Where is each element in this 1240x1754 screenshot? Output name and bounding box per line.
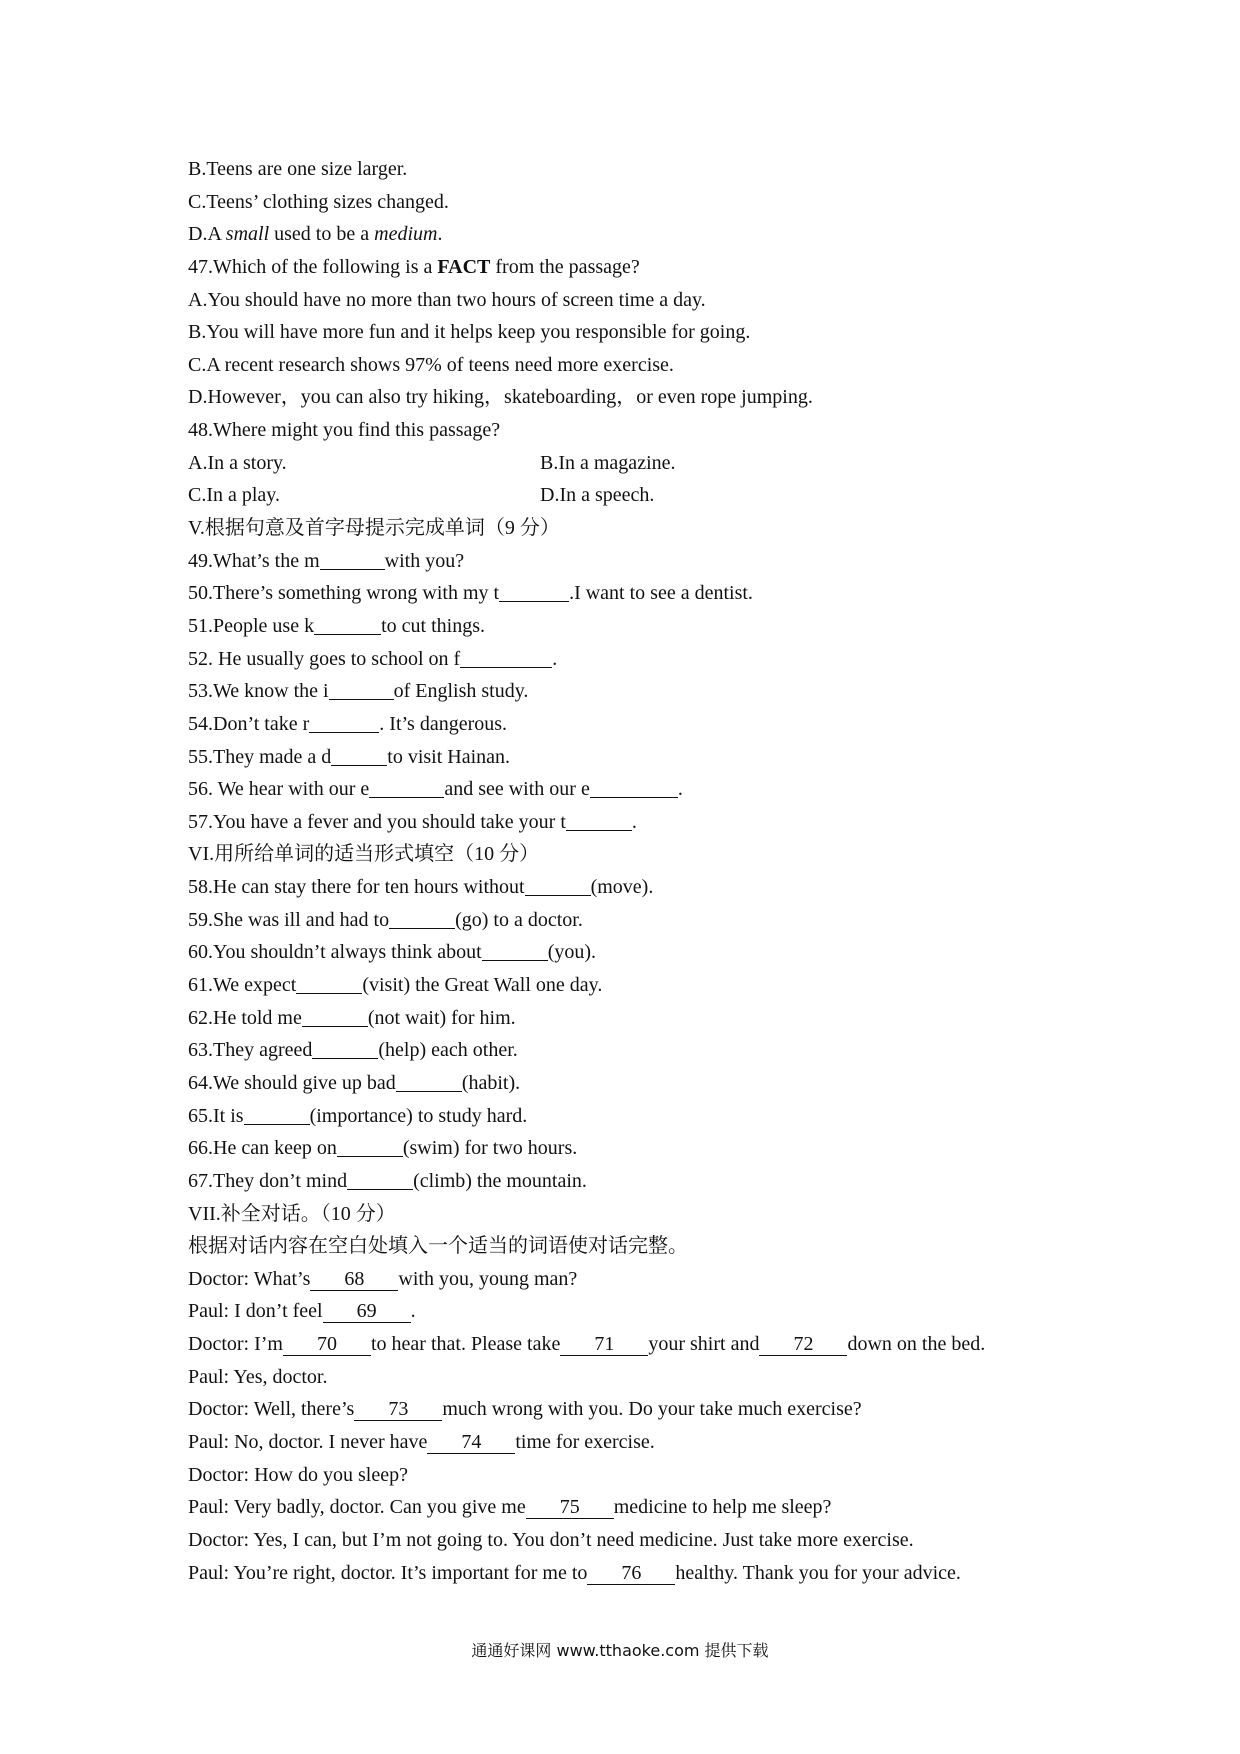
- dialogue-line: [188, 1295, 1198, 1328]
- q47-stem-start: 47.Which of the following is a: [188, 255, 438, 278]
- q47-option-d: D.However，you can also try hiking，skateboarding，or even rope jumping.: [188, 386, 813, 409]
- q65-blank: [244, 1106, 310, 1125]
- q62-blank: [302, 1008, 368, 1027]
- q67-blank: [347, 1171, 413, 1190]
- dialogue-text: with you, young man?: [398, 1267, 578, 1290]
- q47-stem-bold: FACT: [437, 255, 491, 278]
- q67-text-after: (climb) the mountain.: [413, 1169, 587, 1192]
- q58-text-after: (move).: [590, 876, 654, 899]
- q66-text-after: (swim) for two hours.: [402, 1137, 578, 1160]
- q55-text-before: 55.They made a d: [188, 745, 332, 768]
- q66: [188, 1132, 1198, 1165]
- dialogue-text: Paul: Very badly, doctor. Can you give me: [188, 1496, 526, 1519]
- section-v-heading: V.根据句意及首字母提示完成单词（9 分）: [188, 517, 560, 540]
- dialogue-text: healthy. Thank you for your advice.: [675, 1561, 961, 1584]
- dialogue-text: .: [410, 1300, 416, 1323]
- q57: [188, 806, 1198, 839]
- q46-option-d-prefix: D.A: [188, 223, 226, 246]
- dialogue-blank-76: 76: [587, 1563, 675, 1585]
- q47-stem: [188, 251, 1198, 284]
- section-vii-heading: VII.补全对话。（10 分）: [188, 1202, 396, 1225]
- dialogue-blank-75: 75: [526, 1497, 614, 1519]
- dialogue-blank-70: 70: [283, 1334, 371, 1356]
- q47-option-a: A.You should have no more than two hours of screen time a day.: [188, 288, 706, 311]
- q55-blank: [331, 747, 387, 766]
- q54: [188, 708, 1198, 741]
- q46-option-b: B.Teens are one size larger.: [188, 158, 408, 180]
- q53-blank: [329, 681, 394, 700]
- dialogue-text: much wrong with you. Do your take much exercise?: [442, 1398, 862, 1421]
- q65-text-after: (importance) to study hard.: [309, 1104, 528, 1127]
- q50-blank: [499, 583, 569, 602]
- q64-text-before: 64.We should give up bad: [188, 1071, 396, 1094]
- q52-text-after: .: [552, 647, 558, 670]
- dialogue-text: Paul: You’re right, doctor. It’s important for me to: [188, 1561, 588, 1584]
- q66-blank: [337, 1138, 403, 1157]
- dialogue-text: Doctor: Well, there’s: [188, 1398, 355, 1421]
- q58: [188, 871, 1198, 904]
- q46-option-d-italic-small: small: [225, 223, 270, 246]
- q67-text-before: 67.They don’t mind: [188, 1169, 348, 1192]
- q62: [188, 1002, 1198, 1035]
- q53: [188, 675, 1198, 708]
- q67: [188, 1165, 1198, 1198]
- q60: [188, 936, 1198, 969]
- q46-option-d-mid: used to be a: [269, 223, 375, 246]
- q56-blank-1: [369, 779, 444, 798]
- q59-text-after: (go) to a doctor.: [455, 908, 583, 931]
- section-vii-instruction: 根据对话内容在空白处填入一个适当的词语使对话完整。: [188, 1235, 688, 1258]
- q64-blank: [396, 1073, 462, 1092]
- q57-text-after: .: [631, 810, 637, 833]
- q50: [188, 577, 1198, 610]
- q60-text-before: 60.You shouldn’t always think about: [188, 941, 482, 964]
- page-footer: 通通好课网 www.tthaoke.com 提供下载: [471, 1641, 769, 1660]
- q48-option-a: A.In a story.: [188, 451, 287, 474]
- dialogue-line: [188, 1524, 1198, 1557]
- q48-option-b: B.In a magazine.: [540, 451, 676, 474]
- q54-text-after: . It’s dangerous.: [379, 712, 508, 735]
- dialogue-blank-69: 69: [323, 1301, 411, 1323]
- dialogue-line: [188, 1393, 1198, 1426]
- q59: [188, 904, 1198, 937]
- q58-text-before: 58.He can stay there for ten hours without: [188, 876, 525, 899]
- q56-text-after: .: [677, 778, 683, 801]
- dialogue-text: down on the bed.: [847, 1333, 986, 1356]
- dialogue-line: [188, 1491, 1198, 1524]
- q55-text-after: to visit Hainan.: [387, 745, 511, 768]
- dialogue-blank-74: 74: [427, 1432, 515, 1454]
- q60-blank: [482, 942, 548, 961]
- q64-text-after: (habit).: [461, 1071, 521, 1094]
- q62-text-before: 62.He told me: [188, 1006, 302, 1029]
- dialogue-text: Paul: No, doctor. I never have: [188, 1430, 428, 1453]
- q59-blank: [389, 910, 455, 929]
- q63-blank: [312, 1040, 378, 1059]
- q65-text-before: 65.It is: [188, 1104, 244, 1127]
- q47-option-c: C.A recent research shows 97% of teens need more exercise.: [188, 353, 674, 376]
- q47-stem-end: from the passage?: [490, 255, 640, 278]
- q63-text-before: 63.They agreed: [188, 1039, 313, 1062]
- q56: [188, 773, 1198, 806]
- dialogue-text: your shirt and: [648, 1333, 760, 1356]
- q48-stem: 48.Where might you find this passage?: [188, 419, 501, 442]
- q52-text-before: 52. He usually goes to school on f: [188, 647, 461, 670]
- q47-option-b: B.You will have more fun and it helps keep you responsible for going.: [188, 321, 751, 344]
- dialogue-line: [188, 1328, 1198, 1361]
- dialogue-blank-73: 73: [354, 1399, 442, 1421]
- q55: [188, 741, 1198, 774]
- dialogue-text: Paul: Yes, doctor.: [188, 1365, 328, 1388]
- dialogue-line: [188, 1459, 1198, 1492]
- dialogue-text: Doctor: What’s: [188, 1267, 311, 1290]
- q53-text-after: of English study.: [393, 680, 529, 703]
- q56-text-middle: and see with our e: [444, 778, 590, 801]
- q52: [188, 643, 1198, 676]
- dialogue-text: to hear that. Please take: [370, 1333, 561, 1356]
- dialogue-line: [188, 1557, 1198, 1590]
- dialogue-blank-68: 68: [310, 1269, 398, 1291]
- dialogue-text: Doctor: How do you sleep?: [188, 1463, 408, 1486]
- q63-text-after: (help) each other.: [378, 1039, 518, 1062]
- q60-text-after: (you).: [547, 941, 597, 964]
- q50-text-after: .I want to see a dentist.: [569, 582, 753, 605]
- q61: [188, 969, 1198, 1002]
- dialogue-text: medicine to help me sleep?: [613, 1496, 832, 1519]
- dialogue-line: [188, 1361, 1198, 1394]
- q46-option-c: C.Teens’ clothing sizes changed.: [188, 190, 449, 213]
- q63: [188, 1034, 1198, 1067]
- dialogue-text: Paul: I don’t feel: [188, 1300, 323, 1323]
- q50-text-before: 50.There’s something wrong with my t: [188, 582, 500, 605]
- q57-blank: [566, 812, 632, 831]
- q52-blank: [460, 649, 552, 668]
- q56-blank-2: [590, 779, 678, 798]
- q49-text-before: 49.What’s the m: [188, 549, 320, 572]
- q48-option-c: C.In a play.: [188, 484, 281, 507]
- section-vi-heading: VI.用所给单词的适当形式填空（10 分）: [188, 843, 540, 866]
- q48-options-row-1: [188, 447, 1198, 480]
- q61-blank: [296, 975, 362, 994]
- q49: [188, 545, 1198, 578]
- q46-option-d-italic-medium: medium: [374, 223, 438, 246]
- q61-text-after: (visit) the Great Wall one day.: [362, 974, 603, 997]
- q61-text-before: 61.We expect: [188, 974, 297, 997]
- dialogue-blank-72: 72: [759, 1334, 847, 1356]
- dialogue-line: [188, 1426, 1198, 1459]
- dialogue-text: Doctor: Yes, I can, but I’m not going to. You don’t need medicine. Just take more exercise.: [188, 1528, 914, 1551]
- q49-blank: [320, 551, 385, 570]
- q54-text-before: 54.Don’t take r: [188, 712, 310, 735]
- q48-options-row-2: [188, 479, 1198, 512]
- dialogue-text: time for exercise.: [515, 1430, 655, 1453]
- q53-text-before: 53.We know the i: [188, 680, 329, 703]
- q51-text-after: to cut things.: [381, 614, 485, 637]
- q56-text-before: 56. We hear with our e: [188, 778, 370, 801]
- exam-page-content: [188, 153, 1198, 1589]
- dialogue-blank-71: 71: [560, 1334, 648, 1356]
- q51-text-before: 51.People use k: [188, 614, 315, 637]
- q64: [188, 1067, 1198, 1100]
- q59-text-before: 59.She was ill and had to: [188, 908, 390, 931]
- q46-option-d: [188, 218, 1198, 251]
- dialogue-text: Doctor: I’m: [188, 1333, 283, 1356]
- q51-blank: [314, 616, 381, 635]
- dialogue-line: [188, 1263, 1198, 1296]
- q65: [188, 1100, 1198, 1133]
- q49-text-after: with you?: [384, 549, 465, 572]
- q66-text-before: 66.He can keep on: [188, 1137, 337, 1160]
- q57-text-before: 57.You have a fever and you should take your t: [188, 810, 566, 833]
- q51: [188, 610, 1198, 643]
- q46-option-d-suffix: .: [437, 223, 443, 246]
- q58-blank: [525, 877, 591, 896]
- q54-blank: [309, 714, 379, 733]
- q48-option-d: D.In a speech.: [540, 484, 655, 507]
- q62-text-after: (not wait) for him.: [367, 1006, 516, 1029]
